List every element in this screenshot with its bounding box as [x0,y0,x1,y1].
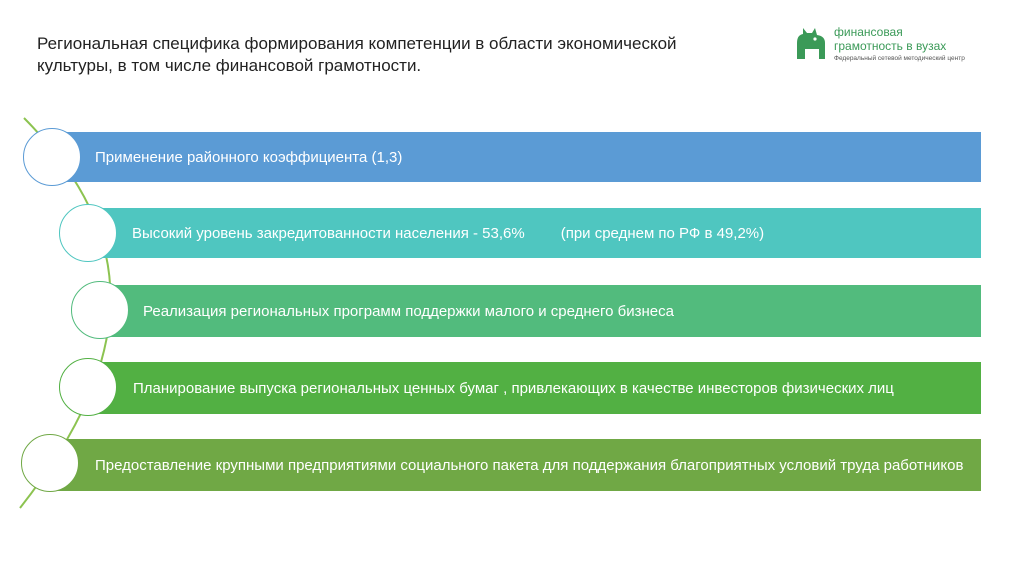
list-item-text: Высокий уровень закредитованности населения - 53,6% [132,224,525,242]
list-item-1 [52,132,981,182]
logo-line2: грамотность в вузах [834,39,947,53]
list-item-2 [88,208,981,258]
logo-line3: Федеральный сетевой методический центр [834,55,965,62]
logo-line1: финансовая [834,25,903,39]
list-item-text: Предоставление крупными предприятиями социального пакета для поддержания благоприятных условий труда работников [95,456,964,474]
list-item-3 [101,285,981,337]
list-item-2-marker [59,204,117,262]
list-item-3-marker [71,281,129,339]
list-item-4-marker [59,358,117,416]
list-item-text: Применение районного коэффициента (1,3) [95,148,403,166]
slide-title: Региональная специфика формирования компетенции в области экономической культуры, в том числе финансовой грамотности. [37,34,677,75]
list-item-1-marker [23,128,81,186]
list-item-text-note: (при среднем по РФ в 49,2%) [560,224,765,242]
list-item-text: Планирование выпуска региональных ценных бумаг , привлекающих в качестве инвесторов физических лиц [133,379,894,397]
list-item-text: Реализация региональных программ поддержки малого и среднего бизнеса [143,302,674,320]
list-item-5 [52,439,981,491]
list-item-4 [88,362,981,414]
list-item-5-marker [21,434,79,492]
